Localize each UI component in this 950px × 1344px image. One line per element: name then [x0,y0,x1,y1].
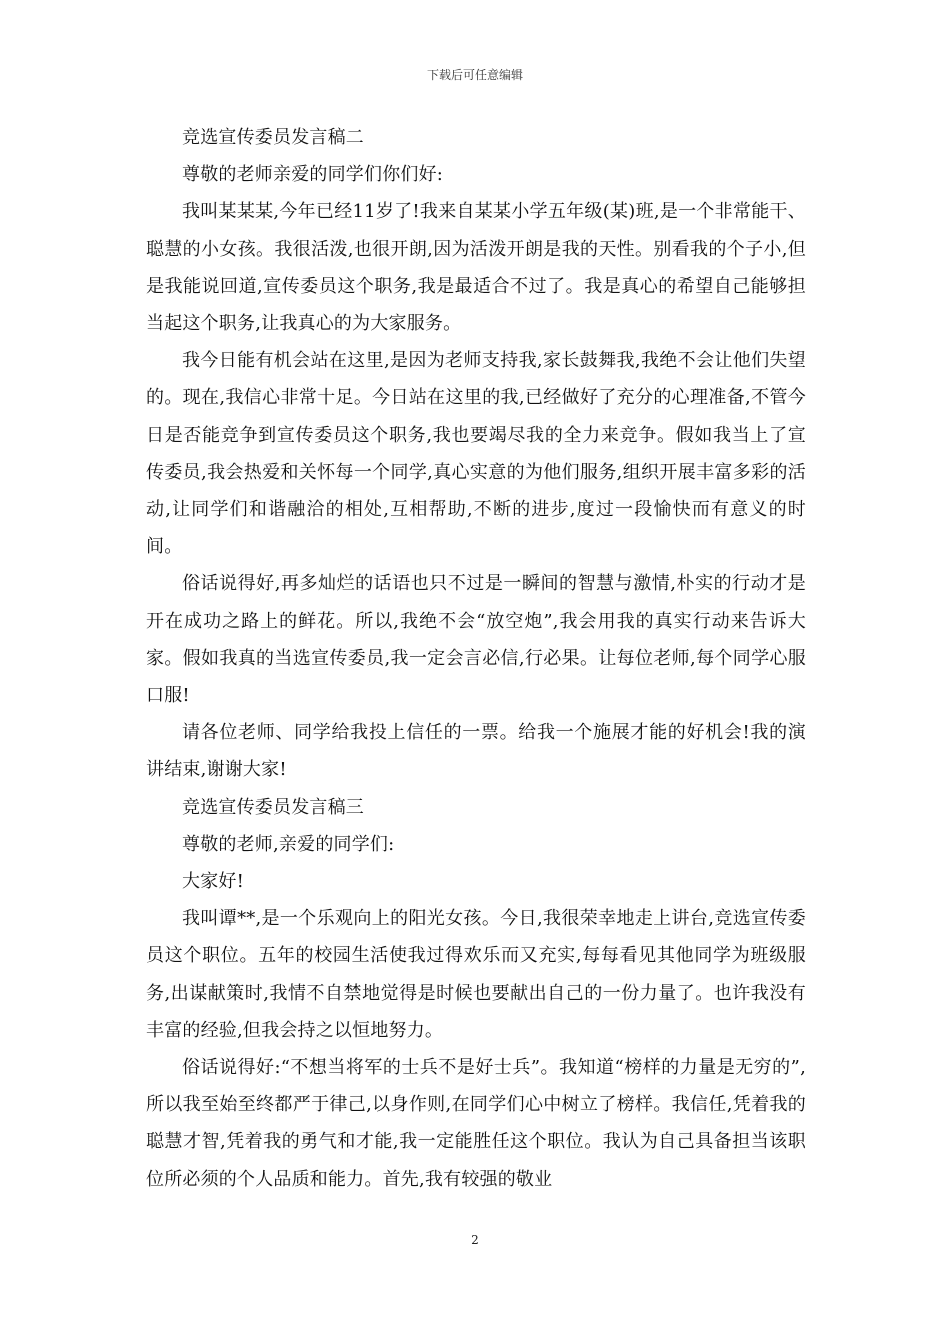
section-title: 竞选宣传委员发言稿二 [182,127,364,148]
document-body [146,119,806,1198]
paragraph: 俗话说得好:“不想当将军的士兵不是好士兵”。我知道“榜样的力量是无穷的”,所以我至始至终都严于律己,以身作则,在同学们心中树立了榜样。我信任,凭着我的聪慧才智,凭着我的勇气和才能,我一定能胜任这个职位。我认为自己具备担当该职位所必须的个人品质和能力。首先,我有较强的敬业 [146,1057,806,1190]
paragraph: 请各位老师、同学给我投上信任的一票。给我一个施展才能的好机会!我的演讲结束,谢谢大家! [146,722,806,781]
greeting: 尊敬的老师亲爱的同学们你们好: [182,164,444,186]
page-number: 2 [471,1233,479,1247]
page-header-note: 下载后可任意编辑 [426,68,523,82]
paragraph: 我叫谭**,是一个乐观向上的阳光女孩。今日,我很荣幸地走上讲台,竞选宣传委员这个职位。五年的校园生活使我过得欢乐而又充实,每每看见其他同学为班级服务,出谋献策时,我情不自禁地觉得是时候也要献出自己的一份力量了。也许我没有丰富的经验,但我会持之以恒地努力。 [146,908,806,1041]
paragraph: 我叫某某某,今年已经11岁了!我来自某某小学五年级(某)班,是一个非常能干、聪慧的小女孩。我很活泼,也很开朗,因为活泼开朗是我的天性。别看我的个子小,但是我能说回道,宣传委员这个职务,我是最适合不过了。我是真心的希望自己能够担当起这个职务,让我真心的为大家服务。 [146,201,806,335]
paragraph: 我今日能有机会站在这里,是因为老师支持我,家长鼓舞我,我绝不会让他们失望的。现在,我信心非常十足。今日站在这里的我,已经做好了充分的心理准备,不管今日是否能竞争到宣传委员这个职务,我也要竭尽我的全力来竞争。假如我当上了宣传委员,我会热爱和关怀每一个同学,真心实意的为他们服务,组织开展丰富多彩的活动,让同学们和谐融洽的相处,互相帮助,不断的进步,度过一段愉快而有意义的时间。 [146,350,806,558]
salutation: 大家好! [182,871,245,893]
section-title: 竞选宣传委员发言稿三 [182,796,364,818]
paragraph: 俗话说得好,再多灿烂的话语也只不过是一瞬间的智慧与激情,朴实的行动才是开在成功之路上的鲜花。所以,我绝不会“放空炮”,我会用我的真实行动来告诉大家。假如我真的当选宣传委员,我一定会言必信,行必果。让每位老师,每个同学心服口服! [146,573,806,707]
greeting: 尊敬的老师,亲爱的同学们: [182,833,395,855]
